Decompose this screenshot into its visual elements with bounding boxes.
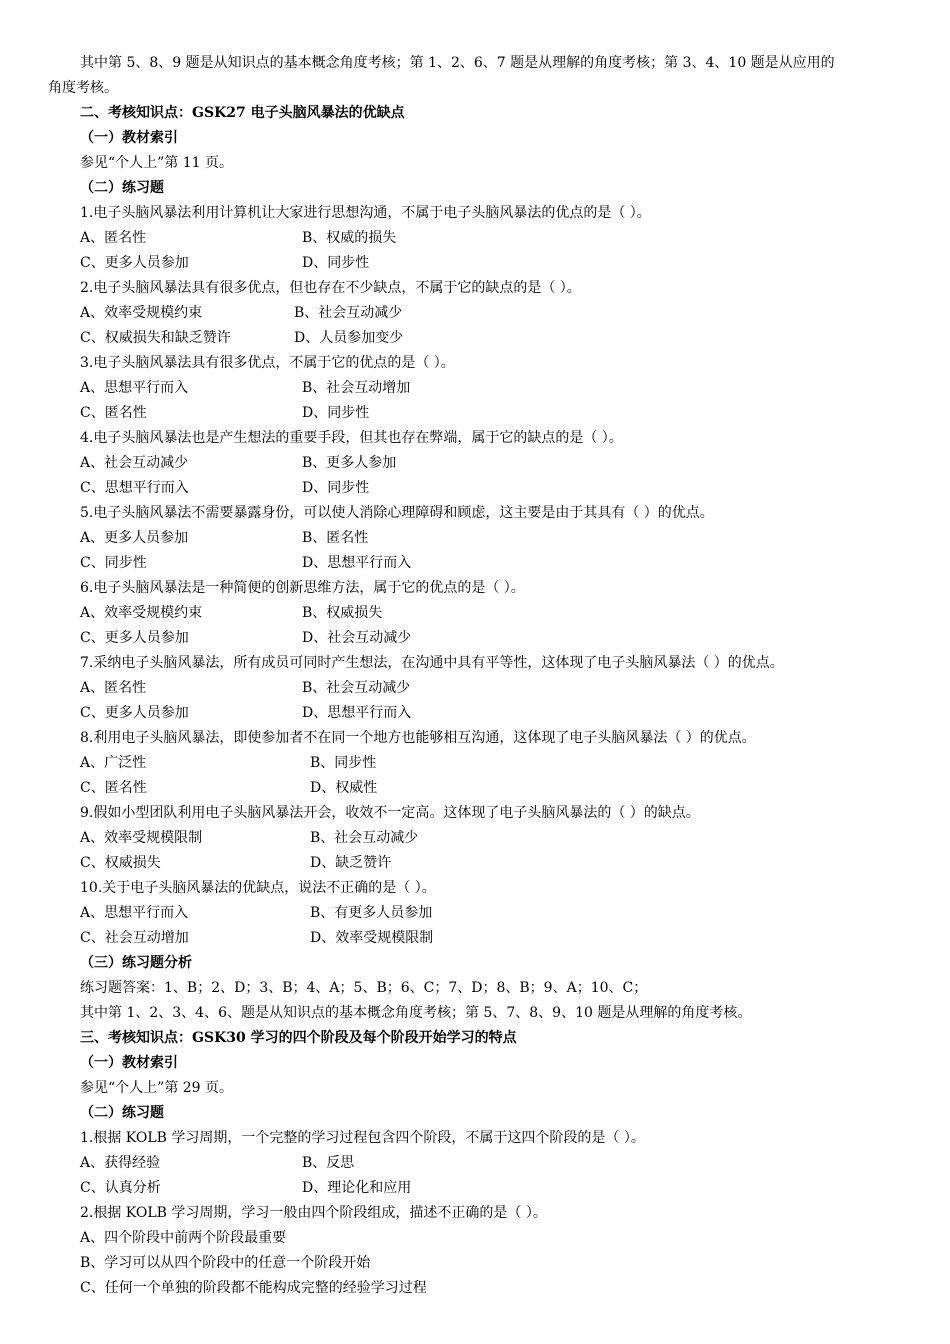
option-c: C、权威损失 <box>80 855 161 871</box>
option-a: A、效率受规模约束 <box>80 605 203 621</box>
question-6: 6.电子头脑风暴法是一种简便的创新思维方法，属于它的优点的是（ ）。 <box>80 580 525 596</box>
option-b: B、社会互动减少 <box>310 830 419 846</box>
analysis-text: 其中第 1、2、3、4、6、题是从知识点的基本概念角度考核；第 5、7、8、9、10 题是从理解的角度考核。 <box>80 1005 752 1021</box>
section-3-index-text: 参见“个人上”第 29 页。 <box>80 1080 234 1096</box>
option-b: B、更多人参加 <box>302 455 397 471</box>
question-9: 9.假如小型团队利用电子头脑风暴法开会，收效不一定高。这体现了电子头脑风暴法的（ ）的缺点。 <box>80 805 700 821</box>
option-a: A、获得经验 <box>80 1155 161 1171</box>
intro-line-2: 角度考核。 <box>48 80 118 96</box>
option-b: B、社会互动减少 <box>294 305 403 321</box>
option-d: D、缺乏赞许 <box>310 855 392 871</box>
intro-line-1: 其中第 5、8、9 题是从知识点的基本概念角度考核；第 1、2、6、7 题是从理解的角度考核；第 3、4、10 题是从应用的 <box>80 55 835 71</box>
section-2-practice-heading: （二）练习题 <box>80 180 164 196</box>
option-c: C、社会互动增加 <box>80 930 189 946</box>
option-a: A、更多人员参加 <box>80 530 189 546</box>
option-b: B、社会互动减少 <box>302 680 411 696</box>
option-d: D、人员参加变少 <box>294 330 404 346</box>
s3-question-2-option-c: C、任何一个单独的阶段都不能构成完整的经验学习过程 <box>80 1280 427 1296</box>
option-d: D、思想平行而入 <box>302 555 412 571</box>
option-d: D、思想平行而入 <box>302 705 412 721</box>
question-4: 4.电子头脑风暴法也是产生想法的重要手段，但其也存在弊端，属于它的缺点的是（ ）。 <box>80 430 623 446</box>
option-a: A、效率受规模限制 <box>80 830 203 846</box>
option-d: D、效率受规模限制 <box>310 930 434 946</box>
option-d: D、理论化和应用 <box>302 1180 412 1196</box>
option-b: B、社会互动增加 <box>302 380 411 396</box>
option-b: B、有更多人员参加 <box>310 905 433 921</box>
option-d: D、同步性 <box>302 255 370 271</box>
s3-question-2-option-b: B、学习可以从四个阶段中的任意一个阶段开始 <box>80 1255 371 1271</box>
option-b: B、权威损失 <box>302 605 383 621</box>
option-b: B、权威的损失 <box>302 230 397 246</box>
option-b: B、匿名性 <box>302 530 369 546</box>
section-2-index-heading: （一）教材索引 <box>80 130 178 146</box>
option-c: C、更多人员参加 <box>80 630 189 646</box>
s3-question-1: 1.根据 KOLB 学习周期，一个完整的学习过程包含四个阶段，不属于这四个阶段的是（ ）。 <box>80 1130 645 1146</box>
section-3-index-heading: （一）教材索引 <box>80 1055 178 1071</box>
option-c: C、认真分析 <box>80 1180 161 1196</box>
option-c: C、权威损失和缺乏赞许 <box>80 330 231 346</box>
option-c: C、思想平行而入 <box>80 480 189 496</box>
question-1: 1.电子头脑风暴法利用计算机让大家进行思想沟通，不属于电子头脑风暴法的优点的是（ ）。 <box>80 205 651 221</box>
section-2-index-text: 参见“个人上”第 11 页。 <box>80 155 234 171</box>
question-2: 2.电子头脑风暴法具有很多优点，但也存在不少缺点，不属于它的缺点的是（ ）。 <box>80 280 581 296</box>
section-2-heading: 二、考核知识点：GSK27 电子头脑风暴法的优缺点 <box>80 105 405 121</box>
option-b: B、同步性 <box>310 755 377 771</box>
option-c: C、匿名性 <box>80 780 147 796</box>
option-c: C、同步性 <box>80 555 147 571</box>
option-a: A、效率受规模约束 <box>80 305 203 321</box>
option-c: C、更多人员参加 <box>80 705 189 721</box>
option-d: D、同步性 <box>302 405 370 421</box>
option-a: A、广泛性 <box>80 755 147 771</box>
option-d: D、社会互动减少 <box>302 630 412 646</box>
option-a: A、思想平行而入 <box>80 380 189 396</box>
option-b: B、反思 <box>302 1155 355 1171</box>
s3-question-2-option-a: A、四个阶段中前两个阶段最重要 <box>80 1230 287 1246</box>
section-2-analysis-heading: （三）练习题分析 <box>80 955 192 971</box>
option-a: A、思想平行而入 <box>80 905 189 921</box>
question-10: 10.关于电子头脑风暴法的优缺点，说法不正确的是（ ）。 <box>80 880 436 896</box>
option-a: A、社会互动减少 <box>80 455 189 471</box>
option-d: D、同步性 <box>302 480 370 496</box>
question-5: 5.电子头脑风暴法不需要暴露身份，可以使人消除心理障碍和顾虑，这主要是由于其具有（ ）的优点。 <box>80 505 714 521</box>
answer-key: 练习题答案：1、B；2、D；3、B；4、A；5、B；6、C；7、D；8、B；9、A；10、C； <box>80 980 648 996</box>
section-3-heading: 三、考核知识点：GSK30 学习的四个阶段及每个阶段开始学习的特点 <box>80 1030 517 1046</box>
option-c: C、匿名性 <box>80 405 147 421</box>
question-8: 8.利用电子头脑风暴法，即使参加者不在同一个地方也能够相互沟通，这体现了电子头脑风暴法（ ）的优点。 <box>80 730 756 746</box>
option-c: C、更多人员参加 <box>80 255 189 271</box>
s3-question-2: 2.根据 KOLB 学习周期，学习一般由四个阶段组成，描述不正确的是（ ）。 <box>80 1205 547 1221</box>
section-3-practice-heading: （二）练习题 <box>80 1105 164 1121</box>
question-3: 3.电子头脑风暴法具有很多优点，不属于它的优点的是（ ）。 <box>80 355 455 371</box>
option-d: D、权威性 <box>310 780 378 796</box>
option-a: A、匿名性 <box>80 230 147 246</box>
option-a: A、匿名性 <box>80 680 147 696</box>
question-7: 7.采纳电子头脑风暴法，所有成员可同时产生想法，在沟通中具有平等性，这体现了电子头脑风暴法（ ）的优点。 <box>80 655 784 671</box>
